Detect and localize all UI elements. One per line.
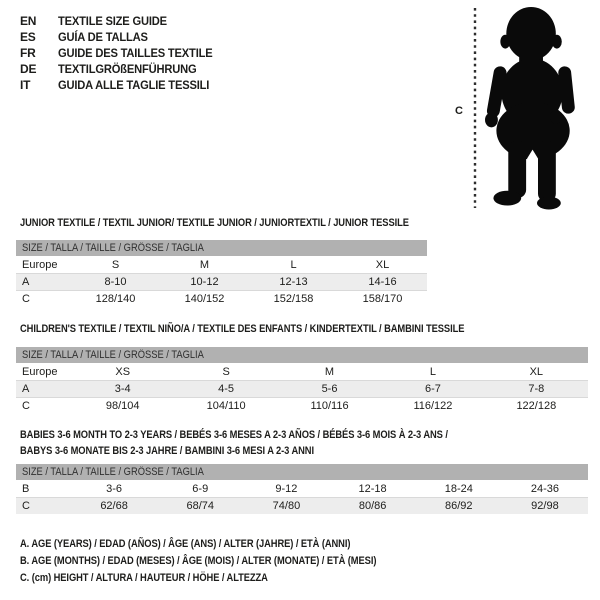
language-name: TEXTILGRÖßENFÜHRUNG bbox=[58, 62, 197, 76]
age-cell: 14-16 bbox=[368, 276, 397, 288]
size-table-header bbox=[16, 240, 427, 256]
row-label: C bbox=[22, 400, 30, 412]
size-table-header bbox=[16, 464, 588, 480]
age-cell: 24-36 bbox=[530, 482, 560, 495]
language-code: ES bbox=[20, 30, 36, 44]
size-cell: XL bbox=[529, 365, 544, 378]
size-cell: L bbox=[290, 258, 297, 271]
age-cell: 6-7 bbox=[424, 383, 441, 395]
age-cell: 3-6 bbox=[106, 482, 123, 495]
note-line-b: B. AGE (MONTHS) / EDAD (MESES) / ÂGE (MOIS) / ALTER (MONATE) / ETÀ (MESI) bbox=[20, 555, 377, 567]
age-cell: 12-13 bbox=[279, 276, 308, 288]
size-cell: S bbox=[111, 258, 120, 271]
size-table-header-label: SIZE / TALLA / TAILLE / GRÖSSE / TAGLIA bbox=[22, 242, 204, 254]
size-cell: M bbox=[324, 365, 335, 378]
language-name: GUIDE DES TAILLES TEXTILE bbox=[58, 46, 213, 60]
size-cell: XL bbox=[375, 258, 390, 271]
age-cell: 4-5 bbox=[218, 383, 235, 395]
row-label: Europe bbox=[22, 365, 58, 378]
legend-notes bbox=[20, 536, 439, 587]
language-row bbox=[20, 61, 224, 77]
age-cell: 12-18 bbox=[358, 482, 387, 495]
height-cell: 92/98 bbox=[531, 500, 559, 512]
language-name: TEXTILE SIZE GUIDE bbox=[58, 14, 167, 28]
size-table-header-label: SIZE / TALLA / TAILLE / GRÖSSE / TAGLIA bbox=[22, 349, 204, 361]
size-table-header bbox=[16, 347, 588, 363]
language-name: GUIDA ALLE TAGLIE TESSILI bbox=[58, 78, 210, 92]
row-label: C bbox=[22, 293, 30, 305]
row-label: B bbox=[22, 482, 30, 495]
height-cell: 86/92 bbox=[445, 500, 473, 512]
height-cell: 158/170 bbox=[362, 293, 403, 305]
section-title: JUNIOR TEXTILE / TEXTIL JUNIOR/ TEXTILE JUNIOR / JUNIORTEXTIL / JUNIOR TESSILE bbox=[20, 217, 409, 229]
language-row bbox=[20, 13, 224, 29]
children-section-title-wrap bbox=[20, 319, 543, 337]
height-cell: 116/122 bbox=[413, 400, 453, 412]
note-line-c: C. (cm) HEIGHT / ALTURA / HAUTEUR / HÖHE / ALTEZZA bbox=[20, 572, 268, 584]
note-line-a: A. AGE (YEARS) / EDAD (AÑOS) / ÂGE (ANS) / ALTER (JAHRE) / ETÀ (ANNI) bbox=[20, 538, 351, 550]
language-row bbox=[20, 45, 224, 61]
height-cell: 62/68 bbox=[100, 500, 128, 512]
height-cell: 128/140 bbox=[95, 293, 136, 305]
height-cell: 74/80 bbox=[272, 500, 301, 512]
height-cell: 152/158 bbox=[273, 293, 314, 305]
age-cell: 18-24 bbox=[444, 482, 473, 495]
height-dashed-line-icon bbox=[473, 8, 477, 208]
height-cell: 98/104 bbox=[105, 400, 140, 412]
table-row bbox=[16, 480, 588, 497]
height-cell: 122/128 bbox=[516, 400, 557, 412]
language-code: EN bbox=[20, 14, 37, 28]
babies-size-table bbox=[16, 464, 588, 514]
junior-size-table bbox=[16, 240, 427, 307]
row-label: C bbox=[22, 500, 30, 512]
age-cell: 6-9 bbox=[192, 482, 209, 495]
size-cell: M bbox=[199, 258, 210, 271]
age-cell: 9-12 bbox=[275, 482, 298, 495]
age-cell: 3-4 bbox=[114, 383, 131, 395]
age-cell: 7-8 bbox=[528, 383, 545, 395]
language-list bbox=[20, 13, 224, 93]
table-row bbox=[16, 497, 588, 514]
table-row bbox=[16, 290, 427, 307]
height-cell: 140/152 bbox=[184, 293, 225, 305]
table-row bbox=[16, 256, 427, 273]
junior-section-title-wrap bbox=[20, 213, 478, 231]
size-cell: XS bbox=[115, 365, 131, 378]
age-cell: 10-12 bbox=[190, 276, 219, 288]
row-label: Europe bbox=[22, 258, 58, 271]
row-label: A bbox=[22, 383, 30, 395]
language-row bbox=[20, 29, 224, 45]
size-table-header-label: SIZE / TALLA / TAILLE / GRÖSSE / TAGLIA bbox=[22, 466, 204, 478]
height-cell: 80/86 bbox=[358, 500, 387, 512]
language-name: GUÍA DE TALLAS bbox=[58, 30, 148, 44]
size-cell: L bbox=[429, 365, 436, 378]
language-code: IT bbox=[20, 78, 31, 92]
height-cell: 110/116 bbox=[310, 400, 349, 412]
table-row bbox=[16, 363, 588, 380]
height-measure-label: C bbox=[455, 105, 463, 117]
language-row bbox=[20, 77, 224, 93]
age-cell: 8-10 bbox=[104, 276, 127, 288]
babies-section-title-wrap2 bbox=[20, 441, 366, 459]
section-title-line2: BABYS 3-6 MONATE BIS 2-3 JAHRE / BAMBINI 3-6 MESI A 2-3 ANNI bbox=[20, 445, 314, 457]
row-label: A bbox=[22, 276, 30, 288]
table-row bbox=[16, 397, 588, 414]
height-cell: 104/110 bbox=[206, 400, 246, 412]
age-cell: 5-6 bbox=[321, 383, 338, 395]
section-title: CHILDREN'S TEXTILE / TEXTIL NIÑO/A / TEXTILE DES ENFANTS / KINDERTEXTIL / BAMBINI TESSILE bbox=[20, 323, 465, 335]
language-code: FR bbox=[20, 46, 36, 60]
children-size-table bbox=[16, 347, 588, 414]
section-title-line1: BABIES 3-6 MONTH TO 2-3 YEARS / BEBÉS 3-6 MESES A 2-3 AÑOS / BÉBÉS 3-6 MOIS À 2-3 ANS / bbox=[20, 429, 448, 441]
table-row bbox=[16, 273, 427, 290]
table-row bbox=[16, 380, 588, 397]
height-cell: 68/74 bbox=[186, 500, 215, 512]
baby-silhouette-icon bbox=[483, 4, 593, 212]
language-code: DE bbox=[20, 62, 37, 76]
size-cell: S bbox=[222, 365, 230, 378]
